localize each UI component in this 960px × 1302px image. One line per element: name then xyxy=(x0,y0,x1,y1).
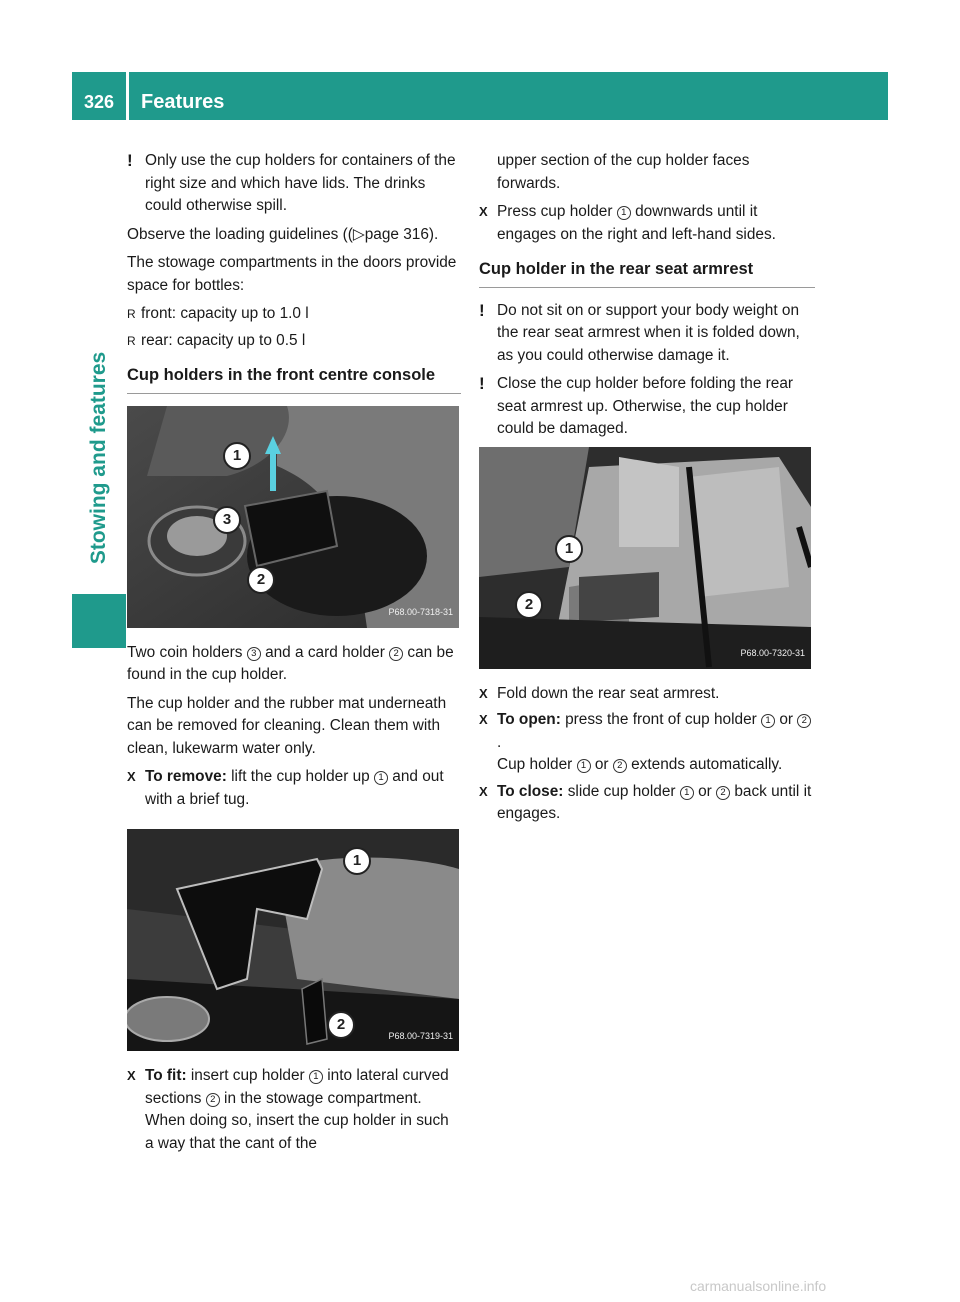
section-heading: Cup holder in the rear seat armrest xyxy=(479,258,815,288)
number-marker: 2 xyxy=(613,759,627,773)
callout-2: 2 xyxy=(247,566,275,594)
paragraph: The stowage compartments in the doors provide space for bottles: xyxy=(127,254,457,294)
photo-reference-code: P68.00-7319-31 xyxy=(388,1030,453,1041)
warning-icon: ! xyxy=(479,374,485,393)
step-arrow-icon: X xyxy=(127,1068,136,1083)
section-heading: Cup holders in the front centre console xyxy=(127,364,461,394)
step-arrow-icon: X xyxy=(479,783,488,799)
number-marker: 3 xyxy=(247,647,261,661)
page-number: 326 xyxy=(83,92,115,112)
number-marker: 1 xyxy=(617,206,631,220)
callout-2: 2 xyxy=(327,1011,355,1039)
paragraph: The cup holder and the rubber mat underneath can be removed for cleaning. Clean them with clean, lukewarm water only. xyxy=(127,694,447,757)
callout-1: 1 xyxy=(343,847,371,875)
paragraph: Two coin holders 3 and a card holder 2 can be found in the cup holder. xyxy=(127,643,454,683)
left-column xyxy=(127,150,461,1159)
instruction-step: X To fit: insert cup holder 1 into lateral curved sections 2 in the stowage compartment. When doing so, insert the cup holder in such a way that the cant of the xyxy=(127,1067,449,1152)
number-marker: 1 xyxy=(577,759,591,773)
number-marker: 2 xyxy=(206,1093,220,1107)
number-marker: 1 xyxy=(309,1070,323,1084)
side-tab-block xyxy=(72,594,126,648)
number-marker: 1 xyxy=(374,771,388,785)
section-title: Features xyxy=(141,91,225,113)
instruction-step: X To close: slide cup holder 1 or 2 back until it engages. xyxy=(479,782,812,822)
list-item: R rear: capacity up to 0.5 l xyxy=(127,330,461,353)
header-divider xyxy=(126,72,129,120)
page-link-arrow-icon: (▷ xyxy=(347,225,365,243)
warning-note xyxy=(127,150,461,218)
callout-1: 1 xyxy=(555,535,583,563)
right-column xyxy=(479,150,815,830)
warning-text: Only use the cup holders for containers of the right size and which have lids. The drinks could otherwise spill. xyxy=(145,152,456,214)
callout-3: 3 xyxy=(213,506,241,534)
bullet-icon: R xyxy=(127,307,136,321)
step-arrow-icon: X xyxy=(127,769,136,784)
paragraph: Observe the loading guidelines ((▷page 316). xyxy=(127,225,439,243)
instruction-step: X To remove: lift the cup holder up 1 and out with a brief tug. xyxy=(127,768,444,808)
callout-1: 1 xyxy=(223,442,251,470)
warning-icon: ! xyxy=(479,300,485,320)
cup-holder-insert-photo xyxy=(127,829,459,1051)
step-arrow-icon: X xyxy=(479,204,488,219)
front-console-photo xyxy=(127,406,459,628)
step-arrow-icon: X xyxy=(479,685,488,701)
warning-note: ! Do not sit on or support your body weight on the rear seat armrest when it is folded down, as you could otherwise damage it. xyxy=(479,300,800,364)
page-link[interactable]: page 316). xyxy=(364,225,439,243)
number-marker: 2 xyxy=(389,647,403,661)
photo-reference-code: P68.00-7318-31 xyxy=(388,607,453,617)
number-marker: 1 xyxy=(761,714,775,728)
number-marker: 2 xyxy=(797,714,811,728)
instruction-step: X To open: press the front of cup holder 1 or 2. Cup holder 1 or 2 extends automatically. xyxy=(479,709,815,777)
side-tab-label: Stowing and features xyxy=(87,351,110,565)
list-item: R front: capacity up to 1.0 l xyxy=(127,303,461,326)
instruction-step: X Press cup holder 1 downwards until it engages on the right and left-hand sides. xyxy=(479,203,776,243)
callout-2: 2 xyxy=(515,591,543,619)
photo-reference-code: P68.00-7320-31 xyxy=(740,648,805,658)
bullet-icon: R xyxy=(127,333,136,348)
instruction-step: X Fold down the rear seat armrest. xyxy=(479,683,815,706)
step-arrow-icon: X xyxy=(479,712,488,727)
footer-watermark[interactable]: carmanualsonline.info xyxy=(690,1278,827,1294)
warning-note: ! Close the cup holder before folding the rear seat armrest up. Otherwise, the cup holder could be damaged. xyxy=(479,374,794,437)
paragraph: upper section of the cup holder faces forwards. xyxy=(497,152,750,192)
warning-icon: ! xyxy=(127,151,133,170)
rear-armrest-photo xyxy=(479,447,811,669)
number-marker: 1 xyxy=(680,786,694,800)
number-marker: 2 xyxy=(716,786,730,800)
